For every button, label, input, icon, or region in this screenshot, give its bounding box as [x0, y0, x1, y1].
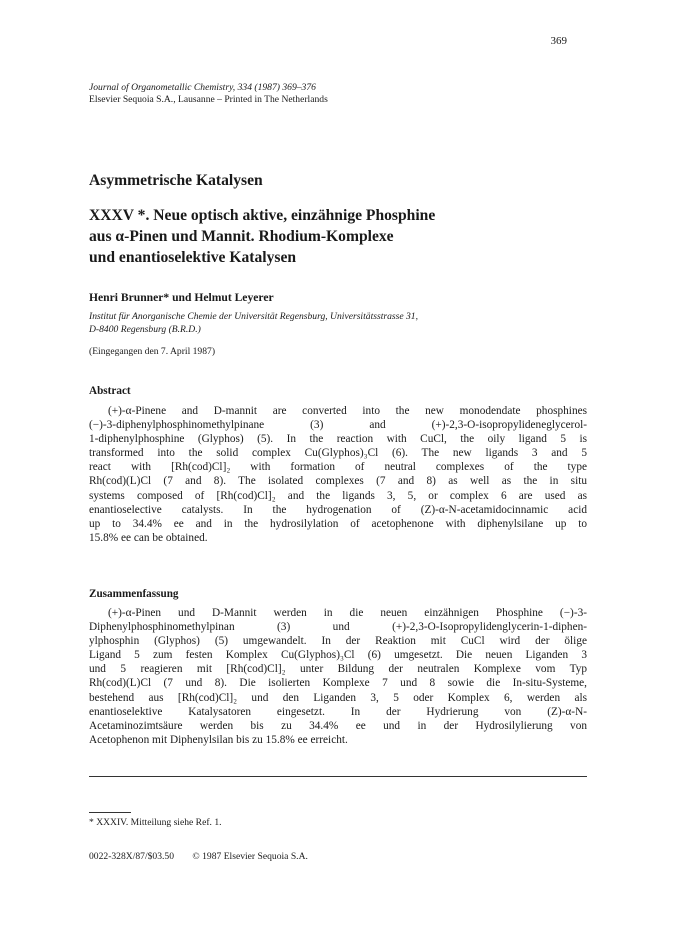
abstract-line: 15.8% ee can be obtained.	[89, 531, 208, 544]
page-footer	[89, 851, 324, 862]
received-date: (Eingegangen den 7. April 1987)	[89, 346, 216, 357]
page-number: 369	[550, 35, 567, 47]
title-line: XXXV *. Neue optisch aktive, einzähnige Phosphine	[89, 207, 436, 224]
abstract-line: Rh(cod)(L)Cl (7 and 8). The isolated complexes (7 and 8) as well as the in situ	[89, 475, 587, 488]
journal-header	[89, 82, 328, 106]
abstract-line: (+)-α-Pinene and D-mannit are converted into the new monodendate phosphines	[108, 405, 587, 417]
article-title	[89, 205, 609, 268]
zusammenfassung-line: und 5 reagieren mit [Rh(cod)Cl]₂ unter Bildung der neutralen Komplexe vom Typ	[89, 663, 587, 676]
journal-publisher: Elsevier Sequoia S.A., Lausanne – Printed in The Netherlands	[89, 94, 328, 105]
copyright-notice: © 1987 Elsevier Sequoia S.A.	[192, 851, 308, 862]
zusammenfassung-line: Acetaminozimtsäure werden bis zu 34.4% ee und in der Hydrosilylierung von	[89, 719, 587, 732]
abstract-line: transformed into the solid complex Cu(Glyphos)₃Cl (6). The new ligands 3 and 5	[89, 447, 587, 460]
footnote-rule	[89, 812, 131, 813]
zusammenfassung-line: ylphosphin (Glyphos) (5) umgewandelt. In der Reaktion mit CuCl wird der ölige	[89, 635, 587, 648]
series-title: Asymmetrische Katalysen	[89, 172, 263, 189]
journal-citation: Journal of Organometallic Chemistry, 334 (1987) 369–376	[89, 82, 316, 93]
authors: Henri Brunner* und Helmut Leyerer	[89, 291, 274, 304]
zusammenfassung-line: enantioselektive Katalysatoren eingesetzt. In der Hydrierung von (Z)-α-N-	[89, 705, 587, 718]
zusammenfassung-line: Acetophenon mit Diphenylsilan bis zu 15.8% ee erreicht.	[89, 733, 348, 746]
zusammenfassung-line: Diphenylphosphinomethylpinan (3) und (+)-2,3-O-Isopropylidenglycerin-1-diphen-	[89, 621, 587, 634]
affiliation-line: D-8400 Regensburg (B.R.D.)	[89, 323, 201, 335]
abstract-heading: Abstract	[89, 385, 131, 397]
affiliation-line: Institut für Anorganische Chemie der Universität Regensburg, Universitätsstrasse 31,	[89, 311, 419, 322]
zusammenfassung-body	[89, 606, 587, 747]
abstract-body	[89, 404, 587, 545]
title-line: und enantioselektive Katalysen	[89, 249, 297, 266]
issn-price-code: 0022-328X/87/$03.50	[89, 851, 175, 862]
abstract-line: react with [Rh(cod)Cl]₂ with formation of neutral complexes of the type	[89, 461, 587, 474]
abstract-line: up to 34.4% ee and in the hydrosilylation of acetophenone with diphenylsilane up to	[89, 517, 587, 530]
abstract-line: 1-diphenylphosphine (Glyphos) (5). In the reaction with CuCl, the oily ligand 5 is	[89, 433, 587, 446]
zusammenfassung-line: Ligand 5 zum festen Komplex Cu(Glyphos)₃Cl (6) umgesetzt. Die neuen Liganden 3	[89, 649, 587, 662]
abstract-line: systems composed of [Rh(cod)Cl]₂ and the ligands 3, 5, or complex 6 are used as	[89, 489, 587, 502]
section-divider	[89, 776, 587, 777]
zusammenfassung-line: (+)-α-Pinen und D-Mannit werden in die neuen einzähnigen Phosphine (−)-3-	[108, 607, 587, 619]
abstract-line: (−)-3-diphenylphosphinomethylpinane (3) and (+)-2,3-O-isopropylideneglycerol-	[89, 419, 587, 432]
title-line: aus α-Pinen und Mannit. Rhodium-Komplexe	[89, 228, 394, 245]
zusammenfassung-line: bestehend aus [Rh(cod)Cl]₂ und den Liganden 3, 5 oder Komplex 6, werden als	[89, 691, 587, 704]
footnote: * XXXIV. Mitteilung siehe Ref. 1.	[89, 817, 222, 828]
zusammenfassung-heading: Zusammenfassung	[89, 588, 179, 600]
affiliation	[89, 311, 418, 336]
zusammenfassung-line: Rh(cod)(L)Cl (7 und 8). Die isolierten Komplexe 7 und 8 sowie die In-situ-Systeme,	[89, 677, 587, 690]
abstract-line: enantioselective catalysts. In the hydrogenation of (Z)-α-N-acetamidocinnamic acid	[89, 503, 587, 516]
